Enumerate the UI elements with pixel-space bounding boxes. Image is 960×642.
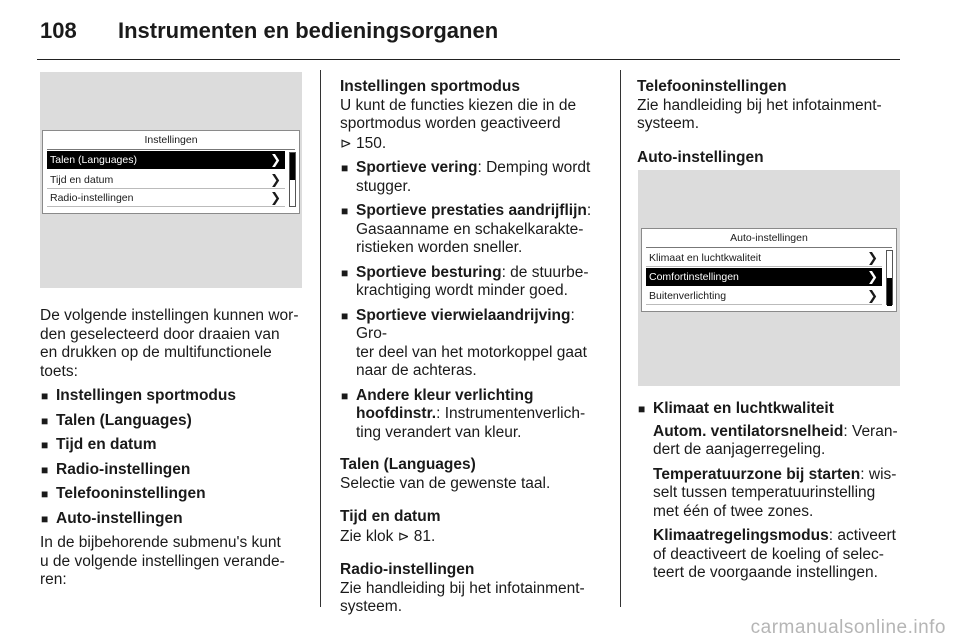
scrollbar-thumb bbox=[290, 153, 295, 180]
text-line: teert de voorgaande instellingen. bbox=[653, 564, 878, 581]
column-2 bbox=[340, 78, 610, 617]
chevron-right-icon: ❯ bbox=[270, 190, 281, 205]
text-line: Zie klok bbox=[340, 527, 394, 545]
page-number: 108 bbox=[40, 18, 77, 43]
bullet-item: ■ Tijd en datum bbox=[40, 436, 308, 455]
title-divider bbox=[646, 247, 892, 248]
screen-row-label: Buitenverlichting bbox=[649, 290, 727, 302]
text-line: toets: bbox=[40, 362, 78, 380]
page-title: Instrumenten en bedieningsorganen bbox=[118, 18, 499, 43]
column-divider-2 bbox=[620, 70, 621, 607]
bullet-item bbox=[340, 264, 610, 301]
bullet-term: Sportieve vierwielaandrijving bbox=[356, 306, 571, 324]
text-line: Selectie van de gewenste taal. bbox=[340, 474, 551, 492]
title-divider bbox=[47, 149, 295, 150]
text-line: naar de achteras. bbox=[356, 362, 477, 379]
text-line: ren: bbox=[40, 571, 67, 588]
page-ref[interactable]: 81. bbox=[413, 527, 436, 545]
text-line: Gasaanname en schakelkarakte- bbox=[356, 220, 584, 238]
screen-row-languages bbox=[47, 151, 285, 169]
bullet-desc: : de stuurbe- bbox=[501, 263, 589, 281]
column-3 bbox=[637, 78, 905, 167]
text-line: u de volgende instellingen verande- bbox=[40, 552, 285, 570]
bullet-term: ■ Andere kleur verlichting bbox=[356, 386, 534, 404]
bullet-item: ■ Telefooninstellingen bbox=[40, 485, 308, 504]
screen-scrollbar bbox=[289, 152, 296, 207]
bullet-term: Sportieve prestaties aandrijflijn bbox=[356, 202, 587, 219]
screen-row-label: Talen (Languages) bbox=[50, 154, 137, 166]
screen-title: Auto-instellingen bbox=[730, 232, 808, 244]
bullet-item: ■ Instellingen sportmodus bbox=[40, 387, 308, 406]
bullet-item bbox=[340, 159, 610, 196]
chevron-right-icon: ❯ bbox=[867, 269, 878, 284]
bullet-term: hoofdinstr. bbox=[356, 405, 437, 422]
column-1 bbox=[40, 307, 308, 590]
bullet-item: ■ Talen (Languages) bbox=[40, 412, 308, 431]
bullet-item: ■ Auto-instellingen bbox=[40, 510, 308, 529]
entry-desc: : activeert bbox=[828, 527, 896, 544]
text-line: ter deel van het motorkoppel gaat bbox=[356, 343, 587, 361]
chevron-right-icon: ❯ bbox=[270, 172, 281, 187]
chevron-right-icon: ❯ bbox=[270, 152, 281, 167]
screen-row-label: Radio-instellingen bbox=[50, 192, 134, 204]
page-header bbox=[40, 18, 498, 44]
text-line: met één of twee zones. bbox=[653, 502, 814, 520]
text-line: en drukken op de multifunctionele bbox=[40, 344, 272, 361]
bullet-desc: : Instrumentenverlich- bbox=[436, 405, 586, 422]
screen-row-time bbox=[47, 171, 285, 189]
entry-desc: : wis- bbox=[860, 465, 897, 483]
bullet-item bbox=[340, 307, 610, 381]
page-ref-icon: ⊳ bbox=[340, 134, 352, 151]
climate-entries bbox=[637, 423, 905, 583]
text-line: krachtiging wordt minder goed. bbox=[356, 282, 568, 299]
text-line: ting verandert van kleur. bbox=[356, 423, 522, 441]
text-line: of deactiveert de koeling of selec- bbox=[653, 545, 884, 563]
header-rule bbox=[37, 59, 900, 60]
instellingen-panel bbox=[42, 130, 300, 214]
text-line: stugger. bbox=[356, 177, 412, 195]
text-line: selt tussen temperatuurinstelling bbox=[653, 484, 876, 501]
entry-term: Klimaatregelingsmodus bbox=[653, 527, 829, 544]
page-ref-icon: ⊳ bbox=[397, 527, 410, 544]
auto-instellingen-screen-image bbox=[638, 170, 900, 386]
text-line: systeem. bbox=[637, 115, 700, 132]
text-line: dert de aanjagerregeling. bbox=[653, 441, 826, 458]
bullet-item: ■ Radio-instellingen bbox=[40, 461, 308, 480]
section-heading: Tijd en datum bbox=[340, 508, 441, 525]
section-heading: Auto-instellingen bbox=[637, 148, 764, 166]
section-heading: Radio-instellingen bbox=[340, 561, 475, 578]
text-line: systeem. bbox=[340, 598, 403, 615]
bullet-term: Sportieve besturing bbox=[356, 263, 502, 281]
screen-row-label: Tijd en datum bbox=[50, 174, 114, 186]
entry-desc: : Veran- bbox=[843, 422, 898, 440]
instellingen-screen-image bbox=[40, 72, 302, 288]
bullet-desc: : Demping wordt bbox=[477, 159, 591, 176]
screen-row-radio bbox=[47, 189, 285, 207]
text-line: Zie handleiding bij het infotainment- bbox=[340, 579, 585, 597]
scrollbar-thumb bbox=[887, 278, 892, 306]
screen-row-label: Comfortinstellingen bbox=[649, 271, 739, 283]
chevron-right-icon: ❯ bbox=[867, 250, 878, 265]
bullet-desc: : Gro- bbox=[356, 306, 575, 342]
section-heading: Instellingen sportmodus bbox=[340, 78, 520, 95]
section-heading: Talen (Languages) bbox=[340, 456, 476, 473]
screen-title: Instellingen bbox=[144, 134, 198, 146]
column-3-lower bbox=[637, 400, 905, 583]
column-divider-1 bbox=[320, 70, 321, 607]
screen-row-climate bbox=[646, 249, 882, 267]
watermark: carmanualsonline.info bbox=[750, 617, 946, 638]
section-heading: Telefooninstellingen bbox=[637, 78, 787, 95]
page-ref[interactable]: 150. bbox=[356, 134, 387, 152]
bullet-item: ■ Klimaat en luchtkwaliteit bbox=[637, 400, 905, 419]
chevron-right-icon: ❯ bbox=[867, 288, 878, 303]
text-line: In de bijbehorende submenu's kunt bbox=[40, 534, 281, 551]
text-line: sportmodus worden geactiveerd bbox=[340, 115, 561, 132]
text-line: ristieken worden sneller. bbox=[356, 239, 523, 256]
bullet-desc: : bbox=[586, 202, 592, 219]
entry-term: Autom. ventilatorsnelheid bbox=[653, 422, 844, 440]
auto-instellingen-panel bbox=[641, 228, 897, 312]
screen-row-comfort bbox=[646, 268, 882, 286]
bullet-term: Sportieve vering bbox=[356, 159, 478, 176]
text-line: De volgende instellingen kunnen wor- bbox=[40, 307, 299, 324]
settings-bullet-list bbox=[40, 387, 308, 528]
screen-row-exterior-lighting bbox=[646, 287, 882, 305]
entry-term: Temperatuurzone bij starten bbox=[653, 465, 861, 483]
screen-row-label: Klimaat en luchtkwaliteit bbox=[649, 252, 762, 264]
text-line: den geselecteerd door draaien van bbox=[40, 325, 280, 343]
text-line: U kunt de functies kiezen die in de bbox=[340, 96, 577, 114]
text-line: Zie handleiding bij het infotainment- bbox=[637, 96, 882, 114]
bullet-item bbox=[340, 202, 610, 258]
bullet-item bbox=[340, 387, 610, 443]
screen-scrollbar bbox=[886, 250, 893, 305]
